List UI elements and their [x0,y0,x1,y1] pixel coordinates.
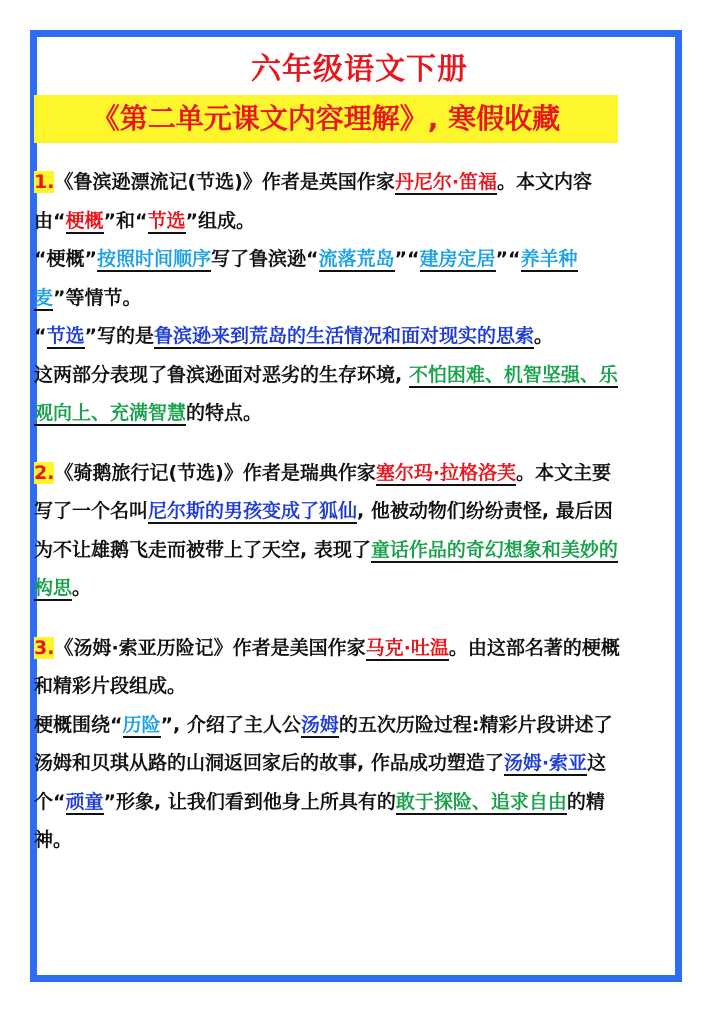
text-run: , 他被动物们纷纷责怪, 最后因为不让雄鹅飞走而被带上了天空, 表现了 [34,500,613,561]
text-run: 《骑鹅旅行记(节选)》作者是瑞典作家 [54,461,376,484]
text-run: 写了鲁滨逊“ [211,248,319,270]
text-run: 的精神。 [34,790,605,851]
highlight-term: 节选 [147,209,186,232]
section-2 [34,454,620,608]
text-run: 。 [72,577,92,599]
highlight-term: 尼尔斯的男孩变成了狐仙 [148,500,358,522]
highlight-term: 梗概 [65,209,104,232]
paragraph [34,706,620,860]
text-run: ”和“ [103,209,148,232]
highlight-term: 丹尼尔·笛福 [394,171,498,193]
text-run: “ [34,325,47,347]
highlight-term: 鲁滨逊来到荒岛的生活情况和面对现实的思索 [154,325,535,347]
text-run: ”“ [394,248,420,270]
text-run: ”等情节。 [53,286,142,309]
section-number: 3. [34,636,55,659]
highlight-term: 养羊种麦 [34,248,578,309]
highlight-term: 顽童 [65,790,104,813]
highlight-term: 节选 [46,325,85,347]
text-run: 《鲁滨逊漂流记(节选)》作者是英国作家 [54,171,395,193]
section-number: 2. [34,461,55,484]
paragraph [34,356,620,433]
highlight-term: 敢于探险、追求自由 [395,790,567,813]
paragraph [34,163,620,240]
text-run: 。 [534,325,554,347]
page-subtitle: 《第二单元课文内容理解》, 寒假收藏 [34,95,618,143]
text-run: ”写的是 [84,325,155,347]
text-run: 的五次历险过程:精彩片段讲述了汤姆和贝琪从路的山洞返回家后的故事, 作品成功塑造了 [34,713,613,774]
highlight-term: 建房定居 [419,248,496,270]
highlight-term: 童话作品的奇幻想象和美妙的构思 [34,538,618,599]
section-number: 1. [34,171,55,193]
text-run: ”组成。 [185,209,256,232]
text-run: “梗概” [34,248,97,270]
highlight-term: 汤姆 [300,713,339,736]
highlight-term: 马克·吐温 [365,636,449,659]
paragraph [34,454,620,608]
highlight-term: 流落荒岛 [318,248,395,270]
text-run: 这两部分表现了鲁滨逊面对恶劣的生存环境, [34,363,409,386]
text-run: 这个“ [34,752,607,813]
section-1 [34,163,620,433]
paragraph [34,629,620,706]
content-body [34,163,620,860]
text-run: 。本文主要写了一个名叫 [34,461,612,522]
text-run: 。由这部名著的梗概和精彩片段组成。 [34,636,620,697]
text-run: 的特点。 [186,402,263,424]
paragraph [34,317,620,356]
highlight-term: 按照时间顺序 [96,248,211,270]
highlight-term: 塞尔玛·拉格洛芙 [375,461,517,484]
highlight-term: 汤姆·索亚 [503,752,588,774]
text-run: ”“ [495,248,521,270]
text-run: 梗概围绕“ [34,713,123,736]
highlight-term: 历险 [122,713,161,736]
text-run: 。本文内容由“ [34,171,593,232]
highlight-term: 不怕困难、机智坚强、乐观向上、充满智慧 [34,363,618,424]
text-run: ”, 介绍了主人公 [160,713,301,736]
section-3 [34,629,620,860]
paragraph [34,240,620,317]
page-title: 六年级语文下册 [251,52,468,87]
text-run: ”形象, 让我们看到他身上所具有的 [103,790,396,813]
text-run: 《汤姆·索亚历险记》作者是美国作家 [54,636,366,659]
